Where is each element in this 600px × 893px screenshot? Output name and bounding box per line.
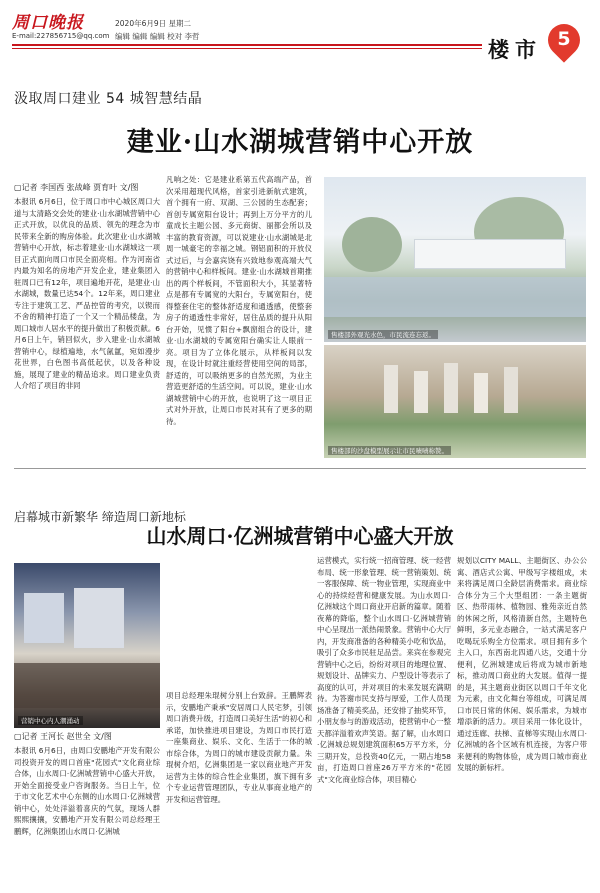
editor-credits: 编辑 编辑 编辑 校对 李哲 bbox=[115, 32, 200, 41]
article2-byline: ▢记者 王河长 赵世全 文/图 bbox=[14, 732, 112, 741]
newspaper-logo: 周口晚报 bbox=[12, 13, 84, 33]
masthead-email: E-mail:227856715@qq.com bbox=[12, 32, 110, 40]
article1-column-1: 本报讯 6月6日，位于周口市中心城区周口大道与太清路交会处的建业·山水湖城营销中心正式开放，以优良的品质、领先的理念为市民带来全新的购房体验。此次建业·山水湖城营销中心开放，标志着建业·山水湖城这一项目正式面向周口市民全面亮相。作为河南省内最为知名的房地产开发企业，建业集团入驻周口已有12年，项目遍地开花，是建业·山水湖城，数量已达54个。12年来，周口建业专注于建筑工艺、严品控管的考究，以锲而不舍的精神打造了一个又一个精品楼盘，为周口城市人居水平的提升做出了积极贡献。6月6日上午，销回似火，步入建业·山水湖城营销中心，绿植遍地，水气氤氲，宛如漫步花世界，白色图书高低起伏，以及各种设施，展现了建业的精品追求。周口建业负责人介绍了项目的非同 bbox=[14, 197, 160, 390]
issue-date: 2020年6月9日 星期二 bbox=[115, 19, 192, 28]
masthead-rule bbox=[12, 44, 482, 46]
article2-column-4: 规划以CITY MALL、主题街区、办公公寓、酒店式公寓、甲级写字楼组成，未来将满足周口全龄层消费需求。商业综合体分为三个大型组团：一条主题街区、热带雨林、植物园、雅苑亲近自然的休闲之所，风格清新自然，主题特色鲜明，多元业态融合，一站式满足客户吃喝玩乐购全方位需求。项目拥有多个主入口，东西南北四通八达，交通十分便利，亿洲城建成后将成为城市新地标，推动周口商业的大发展。值得一提的是，其主题商业街区以周口千年文化为元素，由文化舞台等组成，可满足周口市民日常的休闲、娱乐需求，为城市增添新的活力。项目采用一体化设计，通过连廊、扶梯、直梯等实现山水周口·亿洲城的各个区域有机连接，为客户带来便利的购物体验，成为周口城市商业发展的新标杆。 bbox=[457, 556, 587, 772]
article2-headline: 山水周口·亿洲城营销中心盛大开放 bbox=[146, 524, 454, 548]
article2-column-2: 项目总经理朱琨树分别上台致辞。王鹏辉表示，安鹏地产秉承"安居周口人民宅梦，引领周口消费升级，打造周口美好生活"的初心和承诺，加快推进项目建设，为周口市民打造一座集商业、娱乐、文化、生活于一体的城市综合体，为周口的城市建设贡献力量。朱琨树介绍，亿洲集团是一家以商业地产开发运营为主体的综合性企业集团，旗下拥有多个专业运营管理团队，专业从事商业地产的开发和运营管理。 bbox=[166, 691, 312, 804]
article1-kicker: 汲取周口建业 54 城智慧结晶 bbox=[14, 91, 203, 107]
photo-caption-2: 售楼部的沙盘模型展示让市民啧啧称赞。 bbox=[328, 446, 451, 455]
article2-column-3: 运营模式，实行统一招商管理、统一经营布局、统一形象管理、统一营销策划、统一客服保障、统一物业管理，实现商业中心的持续经营和健康发展。为山水周口·亿洲城这个周口商业开启新的篇章。随着夜幕的降临，整个山水周口·亿洲城营销中心呈现出一派热闹景象。营销中心大厅内，开发商准备的各种精美小吃和饮品，吸引了众多市民驻足品尝。来宾在参观完营销中心之后，纷纷对项目的地理位置、规划设计、品牌实力、户型设计等表示了高度的认可，并对项目的未来发展充满期待。为答谢市民支持与厚爱，工作人员现场准备了精美奖品，还安排了抽奖环节，小朋友参与的游戏活动，使营销中心一整天都洋溢着欢声笑语。据了解，山水周口·亿洲城总规划建筑面积65万平方米，分三期开发，总投资40亿元，一期占地58亩，打造周口首座26万平方米的"花园式"文化商业综合体，项目精心 bbox=[317, 556, 451, 784]
article1-byline: ▢记者 李国西 张战峰 贾育叶 文/图 bbox=[14, 183, 139, 192]
article1-column-2: 凡响之处：它是建业系第五代高端产品，首次采用超现代风格，首家引进新航式建筑，首个拥有一府、双湖、三公园的生态配套；首创专属宽阳台设计；再到上万分平方的儿童成长主题公园、多元商街、丽都会所以及丰富的教育资源，可以说建业·山水湖城是北周一城豪宅的幸福之城。钢铝面积的开放仪式过后，与会嘉宾饶有兴致地参观高端大气的营销中心和样板间。建业·山水湖城首期推出的两个样板间，不管面积大小，其显著特点是都有专属宽的大阳台，专属宽阳台，使得整套住宅的整体舒适度和通透感，使整套房子的通透性非常好，居住品质的提升从阳台开始，见惯了阳台+飘窗组合的设计，建业·山水湖城的专属宽阳台确实让人眼前一亮。项目为了立体化展示，从样板间以发现，在设计时就注重经营使用空间的局部，舒适的，可以吸纳更多的自然光照，为业主营造更舒适的生活空间。可以说，建业·山水湖城营销中心的开放，也说明了这一项目正式对外开放，让周口市民对其有了更多的期待。 bbox=[166, 175, 312, 426]
masthead-rule-thin bbox=[12, 48, 482, 49]
section-divider bbox=[14, 468, 586, 469]
page-number: 5 bbox=[557, 28, 571, 50]
section-title: 楼市 bbox=[488, 37, 542, 62]
sales-center-exterior-photo bbox=[324, 177, 586, 342]
photo-caption-3: 营销中心内人潮涌动 bbox=[18, 716, 83, 725]
sand-table-model-photo bbox=[324, 345, 586, 458]
article2-column-1: 本报讯 6月6日，由周口安鹏地产开发有限公司投资开发的周口首座"花园式"文化商业综合体，山水周口·亿洲城营销中心盛大开放，开始全面接受业户咨询服务。当日上午，位于市文化艺术中心东侧的山水周口·亿洲城营销中心，处处洋溢着喜庆的气氛，现场人群熙熙攘攘，安鹏地产开发有限公司总经理王鹏辉，亿洲集团山水周口·亿洲城 bbox=[14, 746, 160, 836]
article2-kicker: 启幕城市新繁华 缔造周口新地标 bbox=[14, 510, 186, 524]
article1-headline: 建业·山水湖城营销中心开放 bbox=[126, 127, 474, 158]
crowd-at-sales-center-photo bbox=[14, 563, 160, 728]
photo-caption-1: 售楼部外观光水色，市民流连忘返。 bbox=[328, 330, 438, 339]
